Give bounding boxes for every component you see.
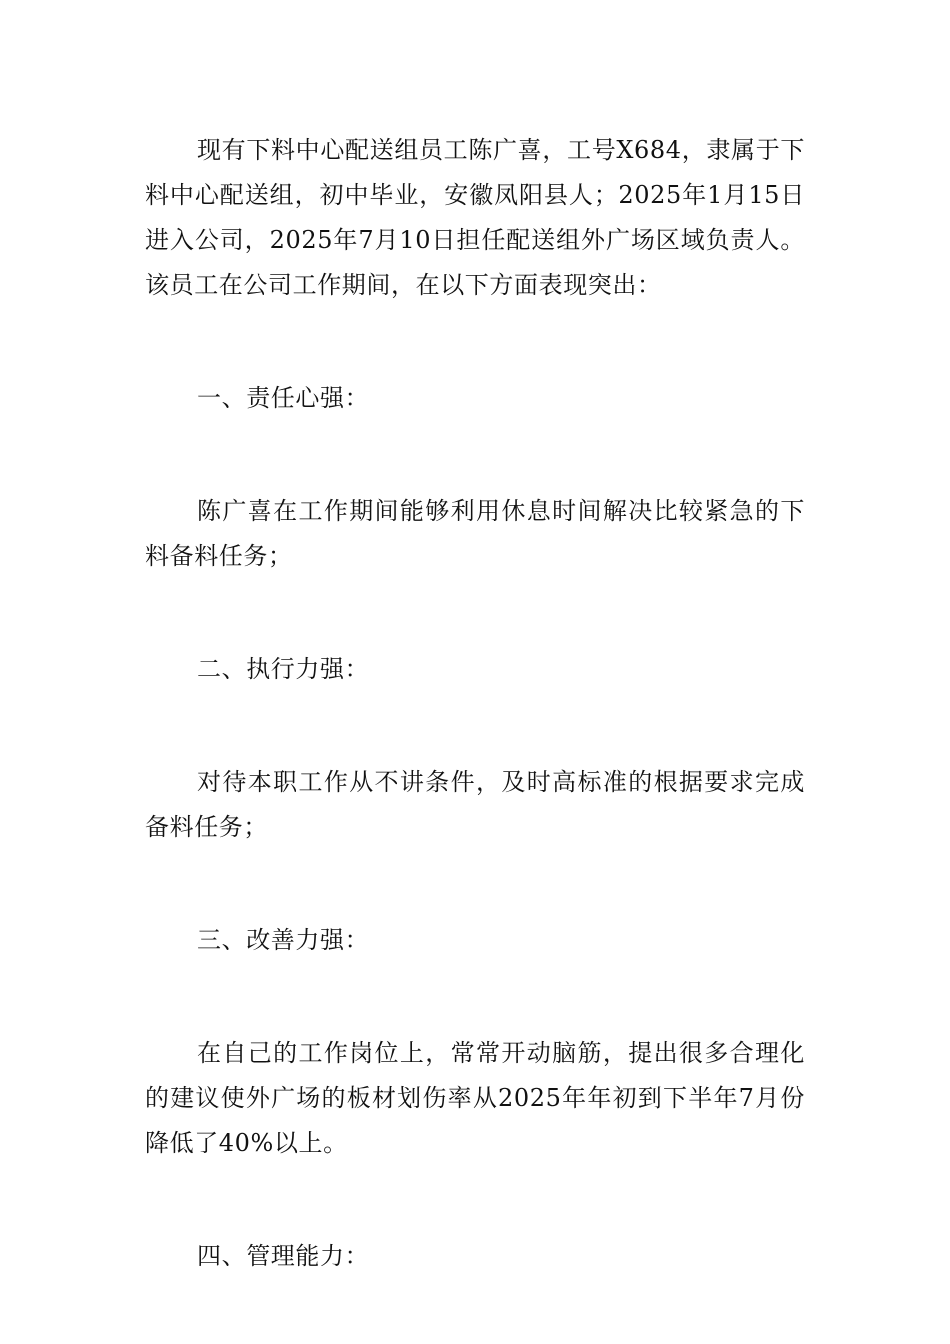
section-heading-2: 二、执行力强： [197, 655, 370, 683]
section-body-3: 在自己的工作岗位上，常常开动脑筋，提出很多合理化的建议使外广场的板材划伤率从2025年年初到下半年7月份降低了40%以上。 [145, 1039, 805, 1157]
spacer [145, 963, 805, 1031]
section-heading-3: 三、改善力强： [197, 926, 370, 954]
document-body [145, 128, 805, 1279]
spacer [145, 850, 805, 918]
section-heading-1: 一、责任心强： [197, 384, 370, 412]
spacer [145, 421, 805, 489]
section-heading-4: 四、管理能力： [197, 1242, 370, 1270]
spacer [145, 308, 805, 376]
section-body-1: 陈广喜在工作期间能够利用休息时间解决比较紧急的下料备料任务； [145, 497, 805, 570]
section-body-2: 对待本职工作从不讲条件，及时高标准的根据要求完成备料任务； [145, 768, 805, 841]
spacer [145, 692, 805, 760]
spacer [145, 579, 805, 647]
spacer [145, 1166, 805, 1234]
intro-paragraph: 现有下料中心配送组员工陈广喜，工号X684，隶属于下料中心配送组，初中毕业，安徽凤阳县人；2025年1月15日进入公司，2025年7月10日担任配送组外广场区域负责人。该员工在公司工作期间，在以下方面表现突出： [145, 136, 805, 299]
